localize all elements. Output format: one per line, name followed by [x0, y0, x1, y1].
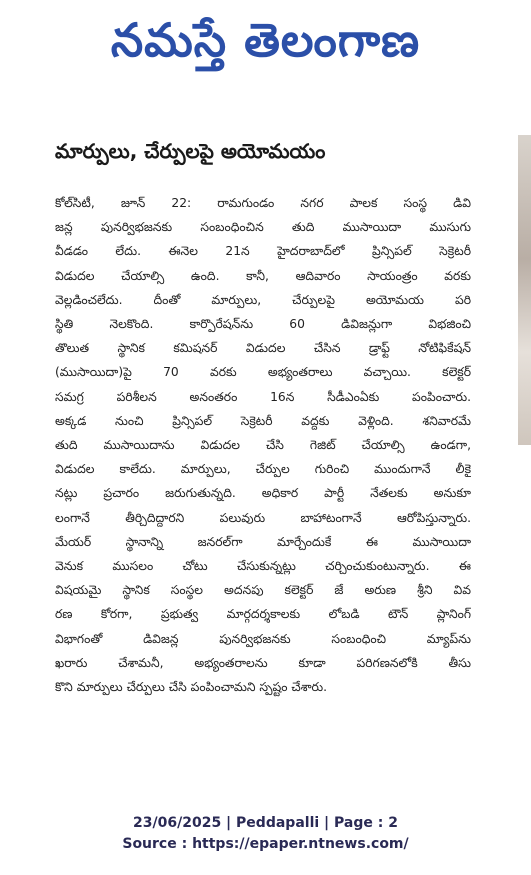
- article-body-line: నట్లు ప్రచారం జరుగుతున్నది. అధికార పార్టీ నేతలకు అనుకూ: [55, 486, 471, 501]
- article-body-line: విడుదల చేయాల్సి ఉంది. కానీ, ఆదివారం సాయంత్రం వరకు: [55, 268, 471, 283]
- article-body-line: తొలుత స్థానిక కమిషనర్ విడుదల చేసిన డ్రాఫ్ట్ నోటిఫికేషన్: [55, 341, 471, 356]
- article-body-line: ఖరారు చేశామనీ, అభ్యంతరాలను కూడా పరిగణనలోకి తీసు: [55, 655, 471, 670]
- article-body-line: స్థితి నెలకొంది. కార్పొరేషన్‌ను 60 డివిజన్లుగా విభజించి: [55, 317, 471, 332]
- article-body-line: వీడడం లేదు. ఈనెల 21న హైదరాబాద్‌లో ప్రిన్సిపల్ సెక్రెటరీ: [55, 244, 471, 259]
- article-body-line: కోల్‌సిటీ, జూన్ 22: రామగుండం నగర పాలక సంస్థ డివి: [55, 196, 471, 210]
- article-body-line: విడుదల కాలేదు. మార్పులు, చేర్పుల గురించి ముందుగానే లీకై: [55, 462, 471, 477]
- article-body: [55, 191, 471, 699]
- article: [55, 131, 471, 165]
- article-body-line: లంగానే తీర్చిదిద్దారని పలువురు బాహాటంగానే ఆరోపిస్తున్నారు.: [55, 510, 471, 525]
- article-body-line: కొని మార్పులు చేర్పులు చేసి పంపించామని స్పష్టం చేశారు.: [55, 680, 328, 695]
- masthead: [0, 0, 531, 92]
- article-body-line: సమగ్ర పరిశీలన అనంతరం 16న సీడీఎంఏకు పంపించారు.: [55, 389, 471, 404]
- adjacent-photo-crop: [518, 135, 531, 445]
- article-body-line: విషయమై స్థానిక సంస్థల అదనపు కలెక్టర్ జే అరుణ శ్రీని వివ: [55, 583, 471, 598]
- article-body-line: (ముసాయిదా)పై 70 వరకు అభ్యంతరాలు వచ్చాయి. కలెక్టర్: [55, 365, 471, 380]
- article-body-line: తుది ముసాయిదాను విడుదల చేసి గెజిట్ చేయాల్సి ఉండగా,: [55, 438, 471, 453]
- newspaper-logo: నమస్తే తెలంగాణ: [110, 13, 421, 67]
- article-body-line: రణ కోరగా, ప్రభుత్వ మార్గదర్శకాలకు లోబడి టౌన్ ప్లానింగ్: [55, 607, 471, 622]
- page-footer: [0, 813, 531, 855]
- adjacent-column-edge: [514, 95, 531, 785]
- article-headline: మార్పులు, చేర్పులపై అయోమయం: [55, 139, 326, 163]
- article-body-line: జన్ల పునర్విభజనకు సంబంధించిన తుది ముసాయిదా ముసుగు: [55, 220, 471, 235]
- footer-date-edition: 23/06/2025 | Peddapalli | Page : 2: [133, 815, 398, 831]
- article-body-line: వెల్లడించలేదు. దీంతో మార్పులు, చేర్పులపై అయోమయ పరి: [55, 292, 471, 307]
- article-body-line: అక్కడ నుంచి ప్రిన్సిపల్ సెక్రెటరీ వద్దకు వెళ్లింది. శనివారమే: [55, 413, 471, 428]
- article-body-line: మేయర్ స్థానాన్ని జనరల్‌గా మార్చేందుకే ఈ ముసాయిదా: [55, 534, 471, 549]
- article-body-line: వెనుక ముసలం చోటు చేసుకున్నట్లు చర్చించుకుంటున్నారు. ఈ: [55, 559, 471, 574]
- footer-source: Source : https://epaper.ntnews.com/: [122, 836, 409, 852]
- article-body-line: విభాగంతో డివిజన్ల పునర్విభజనకు సంబంధించి మ్యాప్‌ను: [55, 631, 471, 646]
